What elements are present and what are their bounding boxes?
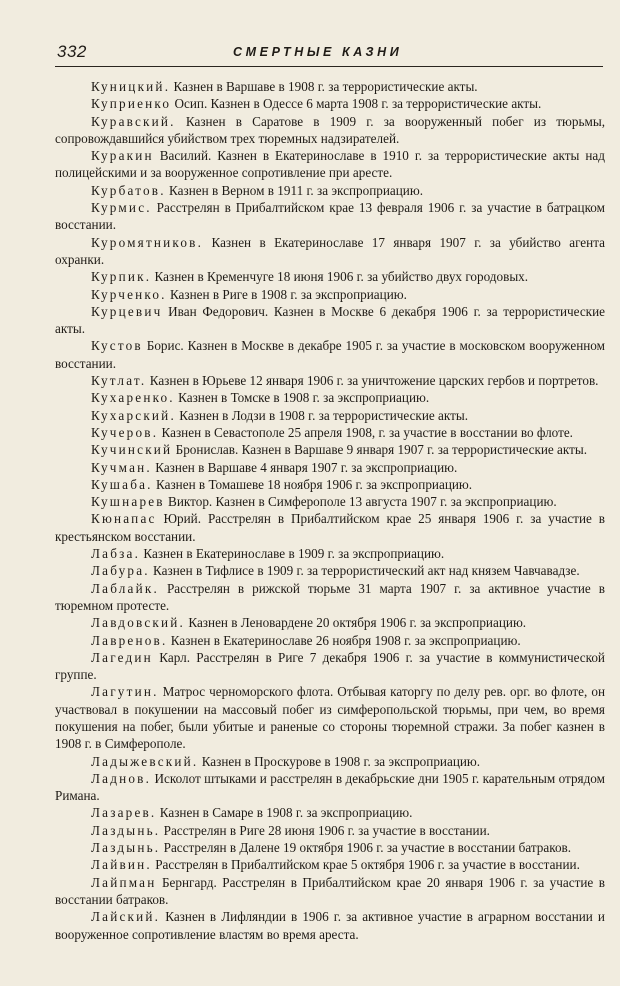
entry <box>55 78 605 95</box>
entry-name: Кушнарев <box>91 494 165 510</box>
entry-text: Иван Федорович. Казнен в Москве 6 декабря 1906 г. за террористические акты. <box>55 303 605 337</box>
entry-name: Куравский. <box>91 113 176 129</box>
entry-name: Лазарев. <box>91 805 157 821</box>
entry <box>55 286 605 303</box>
entry-text: Казнен в Томске в 1908 г. за экспроприацию. <box>174 390 430 406</box>
entry-name: Кюнапас <box>91 511 157 527</box>
entry-text: Юрий. Расстрелян в Прибалтийском крае 25 января 1906 г. за участие в крестьянском восстании. <box>55 511 605 544</box>
entry <box>55 199 605 234</box>
entry <box>55 856 605 873</box>
entry-name: Лабура. <box>91 563 150 579</box>
entry-text: Казнен в Томашеве 18 ноября 1906 г. за экспроприацию. <box>152 476 473 492</box>
entry <box>55 562 605 579</box>
entry-text: Казнен в Самаре в 1908 г. за экспроприацию. <box>156 805 413 821</box>
entry-text: Бронислав. Казнен в Варшаве 9 января 1907 г. за террористические акты. <box>172 442 588 458</box>
entry-text: Расстрелян в рижской тюрьме 31 марта 1907 г. за активное участие в тюремном протесте. <box>55 580 605 613</box>
entry-name: Лайский. <box>91 909 161 925</box>
entry-name: Лагутин. <box>91 684 159 700</box>
entry-text: Исколот штыками и расстрелян в декабрьские дни 1905 г. карательным отрядом Римана. <box>55 770 605 804</box>
entry <box>55 614 605 631</box>
entry-name: Кучинский <box>91 442 173 458</box>
entry <box>55 839 605 856</box>
entry-text: Казнен в Проскурове в 1908 г. за экспроприацию. <box>198 753 481 769</box>
entry-name: Лаблайк. <box>91 580 159 596</box>
entry-name: Курцевич <box>91 303 163 319</box>
entry <box>55 389 605 406</box>
entry-text: Бернгард. Расстрелян в Прибалтийском крае 20 января 1906 г. за участие в восстании батраков. <box>55 874 605 907</box>
entry-text: Казнен в Екатеринославе 17 января 1907 г. за убийство агента охранки. <box>55 234 605 267</box>
entry-text: Казнен в Варшаве 4 января 1907 г. за экспроприацию. <box>151 459 458 475</box>
entry-name: Лаздынь. <box>91 840 161 856</box>
page-number: 332 <box>57 42 87 61</box>
entry-name: Кучеров. <box>91 424 159 440</box>
entry <box>55 822 605 839</box>
entry-text: Казнен в Лифляндии в 1906 г. за активное участие в аграрном восстании и вооруженное сопротивление властям во время ареста. <box>55 909 605 942</box>
entry-name: Куракин <box>91 148 154 164</box>
entry <box>55 493 605 510</box>
entry-text: Карл. Расстрелян в Риге 7 декабря 1906 г. за участие в коммунистической группе. <box>55 649 605 683</box>
entry-name: Лабза. <box>91 546 141 562</box>
entry-name: Кустов <box>91 338 143 354</box>
entry-text: Казнен в Варшаве в 1908 г. за террористические акты. <box>170 79 478 94</box>
entry-name: Лавренов. <box>91 632 168 648</box>
entry-name: Кухаренко. <box>91 390 175 406</box>
entry-text: Казнен в Саратове в 1909 г. за вооруженный побег из тюрьмы, сопровождавшийся убийством трех тюремных надзирателей. <box>55 113 605 146</box>
entry-name: Кутлат. <box>91 373 147 389</box>
entry-text: Казнен в Лодзи в 1908 г. за террористические акты. <box>175 407 469 423</box>
entry-text: Расстрелян в Риге 28 июня 1906 г. за участие в восстании. <box>160 822 490 838</box>
entry-text: Виктор. Казнен в Симферополе 13 августа 1907 г. за экспроприацию. <box>164 494 557 510</box>
entry-text: Казнен в Кременчуге 18 июня 1906 г. за убийство двух городовых. <box>151 269 529 285</box>
page-header <box>55 40 603 67</box>
entry <box>55 407 605 424</box>
entry-name: Ладнов. <box>91 770 152 786</box>
entry-name: Курченко. <box>91 286 167 302</box>
entry-name: Куницкий. <box>91 79 171 94</box>
entry-name: Курмис. <box>91 200 152 216</box>
entry-name: Лаздынь. <box>91 822 161 838</box>
entry-name: Курпик. <box>91 269 152 285</box>
entry-name: Кухарский. <box>91 407 176 423</box>
entry-name: Лагедин <box>91 649 153 665</box>
entry <box>55 113 605 148</box>
entry <box>55 268 605 285</box>
entry-text: Расстрелян в Прибалтийском крае 5 октября 1906 г. за участие в восстании. <box>151 857 580 873</box>
entry <box>55 874 605 909</box>
entry-name: Ладыжевский. <box>91 753 199 769</box>
entry-text: Казнен в Риге в 1908 г. за экспроприацию. <box>166 286 407 302</box>
entry-text: Казнен в Тифлисе в 1909 г. за террористический акт над князем Чавчавадзе. <box>149 563 580 579</box>
entry <box>55 424 605 441</box>
entry <box>55 95 605 112</box>
entry <box>55 753 605 770</box>
entry-name: Лайпман <box>91 874 157 890</box>
entry <box>55 459 605 476</box>
entry-text: Казнен в Верном в 1911 г. за экспроприацию. <box>165 182 424 198</box>
entry-text: Казнен в Севастополе 25 апреля 1908, г. за участие в восстании во флоте. <box>158 424 573 440</box>
entry-text: Расстрелян в Прибалтийском крае 13 февраля 1906 г. за участие в батрацком восстании. <box>55 200 605 233</box>
entry <box>55 649 605 684</box>
entry-text: Казнен в Леновардене 20 октября 1906 г. за экспроприацию. <box>185 615 527 631</box>
entry <box>55 683 605 752</box>
entry-name: Кучман. <box>91 459 152 475</box>
entry <box>55 147 605 182</box>
entry-text: Расстрелян в Далене 19 октября 1906 г. за участие в восстании батраков. <box>160 840 572 856</box>
entry-name: Куромятников. <box>91 234 204 250</box>
entry-text: Осип. Казнен в Одессе 6 марта 1908 г. за террористические акты. <box>171 96 542 112</box>
running-title: СМЕРТНЫЕ КАЗНИ <box>233 45 403 59</box>
entry-name: Лавдовский. <box>91 615 186 631</box>
entry <box>55 182 605 199</box>
entry <box>55 441 605 458</box>
entries-list <box>55 78 605 943</box>
entry <box>55 234 605 269</box>
entry <box>55 476 605 493</box>
entry <box>55 372 605 389</box>
entry-text: Матрос черноморского флота. Отбывая каторгу по делу рев. орг. во флоте, он участвовал в покушении на массовый побег из симферопольской тюрьмы, при чем, во время покушения на побег, были убитые и раненые со стороны тюремной стражи. За побег казнен в 1908 г. в Симферополе. <box>55 684 605 752</box>
entry <box>55 632 605 649</box>
entry-name: Лайвин. <box>91 857 152 873</box>
entry-name: Кушаба. <box>91 476 153 492</box>
entry-text: Казнен в Юрьеве 12 января 1906 г. за уничтожение царских гербов и портретов. <box>146 373 599 389</box>
entry <box>55 545 605 562</box>
entry-text: Казнен в Екатеринославе 26 ноября 1908 г. за экспроприацию. <box>167 632 521 648</box>
entry-text: Василий. Казнен в Екатеринославе в 1910 г. за террористические акты над полицейскими и за вооруженное сопротивление при аресте. <box>55 148 605 181</box>
entry-name: Куприенко <box>91 96 172 112</box>
entry <box>55 580 605 615</box>
entry <box>55 510 605 545</box>
entry-text: Казнен в Екатеринославе в 1909 г. за экспроприацию. <box>140 546 445 562</box>
entry-name: Курбатов. <box>91 182 166 198</box>
entry <box>55 770 605 805</box>
entry <box>55 303 605 338</box>
entry <box>55 337 605 372</box>
entry-text: Борис. Казнен в Москве в декабре 1905 г. за участие в московском вооруженном восстании. <box>55 338 605 371</box>
entry <box>55 908 605 943</box>
entry <box>55 804 605 821</box>
